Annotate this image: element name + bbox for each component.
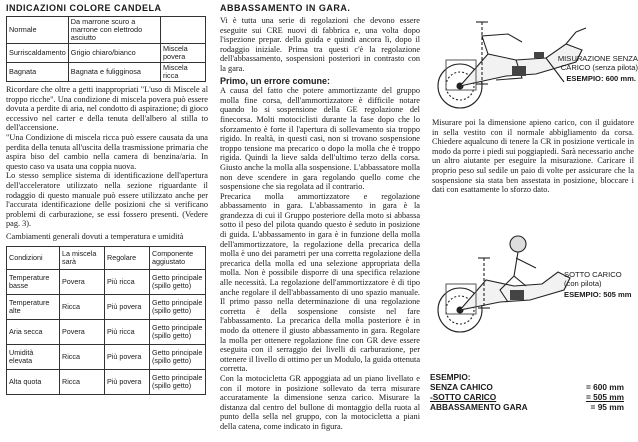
temperature-table — [6, 246, 206, 395]
table-cell: Alta quota — [7, 369, 60, 394]
table-row — [7, 17, 206, 44]
table-row — [7, 294, 206, 319]
column-left — [0, 0, 212, 442]
example-row — [430, 382, 630, 392]
unloaded-measurement-figure — [426, 14, 638, 114]
table-row — [7, 44, 206, 63]
sag-example-box — [430, 372, 630, 412]
table-cell: Più ricca — [105, 269, 150, 294]
table-row — [7, 319, 206, 344]
example-label: ABBASSAMENTO GARA — [430, 402, 528, 412]
table-cell: Aria secca — [7, 319, 60, 344]
column-header: Regolare — [105, 246, 150, 269]
table-cell: Getto principale (spillo getto) — [150, 269, 206, 294]
fig1-example: ESEMPIO: 600 mm. — [566, 74, 636, 83]
paragraph: Ricordare che oltre a getti inappropriati "L'uso di Miscele al troppo ricche". Una condizione di miscela povera può essere dovuta a perdite di aria, nel condotto di aspirazione; di gioco eccessivo nel carter e della tenuta dell'albero al stilla to dell'accensione. — [6, 85, 208, 133]
example-title: ESEMPIO: — [430, 372, 471, 382]
example-row — [430, 392, 630, 402]
paragraph: Lo stesso semplice sistema di identificazione dell'apertura dell'acceleratore utilizzato nella sezione riguardante il rodaggio di questo manuale può essere utilizzato anche per l'accurata identificazione delle posizioni che si verificano problemi di carburazione, se essi fossero presenti. (Vedere pag. 3). — [6, 171, 208, 229]
table-cell: Umidità elevata — [7, 344, 60, 369]
example-value: = 600 mm — [585, 382, 624, 392]
table-cell: Getto principale (spillo getto) — [150, 369, 206, 394]
column-header: Condizioni — [7, 246, 60, 269]
subheading: Primo, un errore comune: — [220, 75, 331, 86]
table-cell: Povera — [60, 319, 105, 344]
table-cell — [161, 17, 206, 44]
spark-plug-table — [6, 16, 206, 82]
column-middle — [214, 0, 424, 442]
paragraph: Con la motocicletta GR appoggiata ad un piano livellato e con il motore in posizione sollevato da terra misurare accuratamente la dimensione senza carico. Misurare la distanza dal centro del bullone di montaggio della ruota al punto della sella nel gruppo, con la motocicletta a piani della catena, come indicato in figura. — [220, 373, 420, 431]
table-cell: Normale — [7, 17, 69, 44]
table-cell: Povera — [60, 269, 105, 294]
example-value: = 505 mm — [585, 392, 624, 402]
table-cell: Surriscaldamento — [7, 44, 69, 63]
paragraph: Vi è tutta una serie di regolazioni che devono essere eseguite sui CRE nuovi di fabbrica e, una volta dopo l'ispezione prepar. della guida e quindi ancora lì, dopo il rodaggio iniziale. Prima tra questi c'è la regolazione dell'abbassamento, sospensioni posteriori in contrasto con la gara. — [220, 16, 420, 73]
column-header: Componente aggiustato — [150, 246, 206, 269]
table-cell: Più povera — [105, 344, 150, 369]
table-cell: Temperature basse — [7, 269, 60, 294]
table-cell: Ricca — [60, 294, 105, 319]
example-value: = 95 mm — [590, 402, 624, 412]
table-cell: Bagnata e fuligginosa — [68, 63, 160, 82]
table-row — [7, 344, 206, 369]
example-row — [430, 402, 630, 412]
spark-plug-heading: INDICAZIONI COLORE CANDELA — [6, 3, 162, 13]
table-row — [7, 369, 206, 394]
fig2-example: ESEMPIO: 505 mm — [564, 290, 632, 299]
loaded-measurement-figure — [426, 228, 638, 340]
example-label: SENZA CAHICO — [430, 382, 493, 392]
table-cell: Getto principale (spillo getto) — [150, 344, 206, 369]
table-cell: Getto principale (spillo getto) — [150, 294, 206, 319]
table-cell: Grigio chiaro/bianco — [68, 44, 160, 63]
table-cell: Getto principale (spillo getto) — [150, 319, 206, 344]
fig2-caption: SOTTO CARICO (con pilota) — [564, 270, 622, 288]
table-cell: Più povera — [105, 369, 150, 394]
table-header-row — [7, 246, 206, 269]
paragraph: A causa del fatto che potere ammortizzante del gruppo molla fine corsa, dell'ammortizzatore è difficile notare quando lo si sospensione della GE regolazione del finecorsa. Molti motociclisti durante la fase dopo che lo sforzamento è forte il l'apertura di sollevamento sia troppo rigido. In realtà, in questi casi, non si trovano sospensione troppo tensione ma precarico o dopo la molla che è troppo rigida. Quindi la lieve salda dell'ultimo terzo della corsa. Giusto anche la molla alla sospensione. L'abbassatore molla non deve scendere in gara regolando quello come che sospensione che sia regolata ad il contrario. — [220, 86, 420, 192]
paragraph: Misurare poi la dimensione apieno carico, con il guidatore in sella vestito con il normale abbigliamento da corsa. Chiedere aqualcuno di tenere la CR in posizione verticale in modo da porre i piedi sui poggiapiedi. Sarà necessario anche un altro aiutante per eseguire la misurazione. Caricare il proprio peso sul sedile un paio di volte per assicurare che la sospensione sia stata ben assestata in posizione, bloccare i dati con esattamente lo sforzo dato. — [432, 118, 634, 195]
paragraph: Precarica molla ammortizzatore e regolazione abbassamento in gara. L'abbassamento in gara è la grandezza di cui il Gruppo posteriore della moto si abbassa sotto il peso del pilota quando questo è seduto in posizione di guida. L'abbassamento in gara è in funzione della molla dell'ammortizzatore, la regolazione della precarica della molla è uno dei parametri per una corretta regolazione della precarica della molla ed una selezione appropriata della molla. Non è possibile disporre di una specifica relazione alle necessità. La regolazione dell'ammortizzatore è di tipo anche regolare il dell'abbassamento di uno spazio manuale. Il primo passo nella determinazione di una regolazione corretta è della sospensione consiste nel fare l'abbassamento. La precarica della molla posteriore è in modo da ottenere il giusto abbassamento in gara. Regolare la molla per ottenere regolazione fine con GR deve essere eseguita con il serraggio dei livelli di carburazione, per ottenere il livello di ottimo per un Modulo, la guida ottenuta corretta. — [220, 191, 420, 374]
table-row — [7, 63, 206, 82]
table-cell: Più ricca — [105, 319, 150, 344]
column-right — [426, 0, 638, 442]
table-cell: Ricca — [60, 344, 105, 369]
table-cell: Più povera — [105, 294, 150, 319]
table-row — [7, 269, 206, 294]
example-label: -SOTTO CARICO — [430, 392, 497, 402]
paragraph: Cambiamenti generali dovuti a temperatura e umidità — [6, 231, 184, 241]
column-header: La miscela sarà — [60, 246, 105, 269]
table-cell: Ricca — [60, 369, 105, 394]
table-cell: Bagnata — [7, 63, 69, 82]
race-sag-heading: ABBASSAMENTO IN GARA. — [220, 3, 351, 13]
table-cell: Da marrone scuro a marrone con elettrodo asciutto — [68, 17, 160, 44]
loaded-instructions — [426, 118, 638, 195]
table-cell: Miscela povera — [161, 44, 206, 63]
table-cell: Temperature alte — [7, 294, 60, 319]
table-cell: Miscela ricca — [161, 63, 206, 82]
paragraph: "Una Condizione di miscela ricca può essere causata da una perdita della tenuta all'uscita della trasmissione primaria che aspira biso del cambio nella camera di benzina/aria. In questo caso va usata una coppia nuova. — [6, 132, 208, 171]
fig1-caption: MISURAZIONE SENZA CARICO (senza pilota) — [557, 54, 638, 72]
